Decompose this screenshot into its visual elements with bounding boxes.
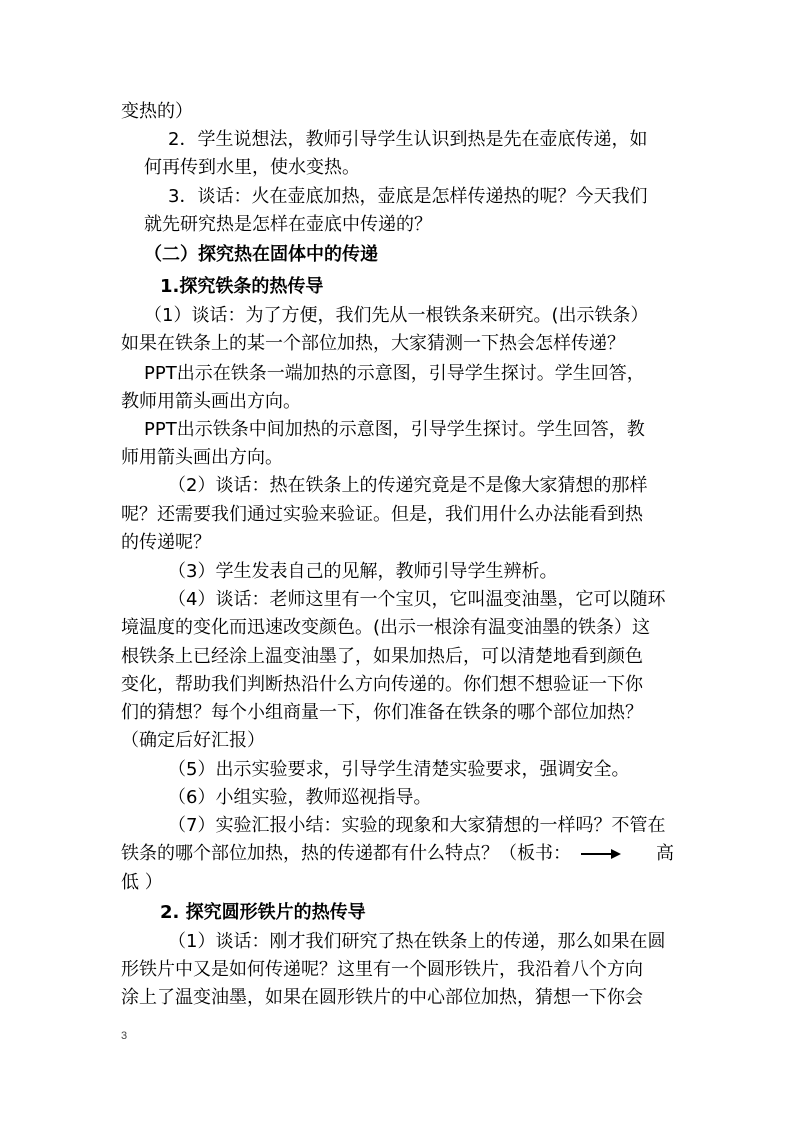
text-line: 的传递呢？ [121,532,211,553]
right-arrow-icon [581,848,621,860]
text-line [121,842,625,866]
text-line-end: 高 [656,843,674,864]
text-line: PPT出示在铁条一端加热的示意图，引导学生探讨。学生回答， [144,363,645,384]
text-line: 教师用箭头画出方向。 [121,391,301,412]
text-line: （4）谈话：老师这里有一个宝贝，它叫温变油墨，它可以随环 [168,589,666,610]
text-line: 2．学生说想法，教师引导学生认识到热是先在壶底传递，如 [168,129,648,150]
subsection-heading: 1.探究铁条的热传导 [160,276,324,297]
text-line: 境温度的变化而迅速改变颜色。(出示一根涂有温变油墨的铁条）这 [121,617,651,638]
text-line: （1）谈话：为了方便，我们先从一根铁条来研究。(出示铁条） [144,305,649,326]
section-heading: （二）探究热在固体中的传递 [144,244,378,265]
subsection-heading: 2. 探究圆形铁片的热传导 [160,902,366,923]
text-line: 们的猜想？每个小组商量一下，你们准备在铁条的哪个部位加热？ [121,702,643,723]
text-line: 低 ） [121,872,163,893]
text-line: 何再传到水里，使水变热。 [144,157,360,178]
text-line: PPT出示铁条中间加热的示意图，引导学生探讨。学生回答，教 [144,419,645,440]
text-line: 3．谈话：火在壶底加热，壶底是怎样传递热的呢？今天我们 [168,186,648,207]
text-line: 变化，帮助我们判断热沿什么方向传递的。你们想不想验证一下你 [121,674,643,695]
text-line: （2）谈话：热在铁条上的传递究竟是不是像大家猜想的那样 [168,475,648,496]
text-line: 呢？还需要我们通过实验来验证。但是，我们用什么办法能看到热 [121,504,643,525]
text-line: 形铁片中又是如何传递呢？这里有一个圆形铁片，我沿着八个方向 [121,959,643,980]
text-line: （7）实验汇报小结：实验的现象和大家猜想的一样吗？不管在 [168,815,666,836]
text-line: 就先研究热是怎样在壶底中传递的？ [144,214,432,235]
text-line: 涂上了温变油墨，如果在圆形铁片的中心部位加热，猜想一下你会 [121,987,643,1008]
page-number: 3 [121,1030,128,1042]
text-line: （5）出示实验要求，引导学生清楚实验要求，强调安全。 [168,759,630,780]
text-line-start: 铁条的哪个部位加热，热的传递都有什么特点？（板书： [121,843,571,864]
text-line: 根铁条上已经涂上温变油墨了，如果加热后，可以清楚地看到颜色 [121,646,643,667]
text-line: （确定后好汇报） [121,730,265,751]
text-line: 师用箭头画出方向。 [121,447,283,468]
text-line: （3）学生发表自己的见解，教师引导学生辨析。 [168,561,558,582]
text-line: 变热的） [121,101,193,122]
text-line: 如果在铁条上的某一个部位加热，大家猜测一下热会怎样传递？ [121,333,625,354]
text-line: （1）谈话：刚才我们研究了热在铁条上的传递，那么如果在圆 [168,931,666,952]
text-line: （6）小组实验，教师巡视指导。 [168,787,432,808]
